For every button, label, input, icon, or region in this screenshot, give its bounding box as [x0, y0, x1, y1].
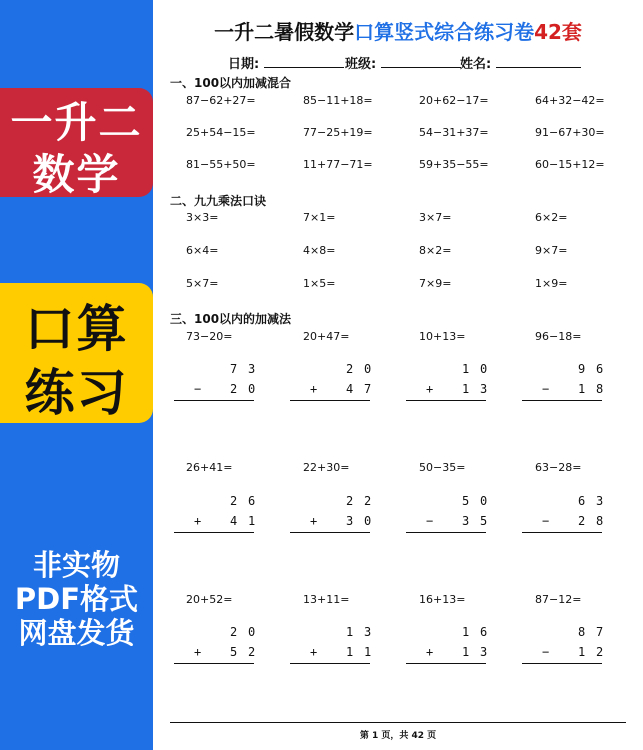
promo-practice-badge: [0, 283, 153, 423]
problem-1-1-2: 85−11+18=: [303, 94, 373, 107]
digit: 2: [230, 625, 240, 639]
problem-2-3-2: 1×5=: [303, 277, 336, 290]
vertical-problem-expr: 73−20=: [186, 330, 233, 343]
digit: 6: [596, 362, 606, 376]
vertical-calc: [406, 494, 490, 528]
title-part-3: 42套: [534, 20, 582, 44]
digit: 2: [346, 362, 356, 376]
promo-grade-badge: [0, 88, 153, 197]
digit: 1: [462, 382, 472, 396]
digit: 3: [364, 625, 374, 639]
digit: 1: [578, 382, 588, 396]
digit: 8: [578, 625, 588, 639]
vertical-calc: [290, 625, 374, 659]
digit: 4: [346, 382, 356, 396]
answer-line: [522, 663, 602, 664]
problem-1-2-2: 77−25+19=: [303, 126, 373, 139]
problem-1-2-1: 25+54−15=: [186, 126, 256, 139]
digit: 5: [230, 645, 240, 659]
operator: −: [426, 514, 436, 528]
answer-line: [522, 400, 602, 401]
digit: 3: [346, 514, 356, 528]
digit: 3: [480, 382, 490, 396]
vertical-problem-expr: 16+13=: [419, 593, 466, 606]
digit: 0: [248, 625, 258, 639]
digit: 3: [462, 514, 472, 528]
promo-practice-line-1: 口算: [24, 300, 129, 358]
operator: −: [542, 645, 552, 659]
digit: 2: [230, 494, 240, 508]
answer-line: [174, 663, 254, 664]
operator: +: [426, 382, 436, 396]
digit: 2: [248, 645, 258, 659]
digit: 1: [578, 645, 588, 659]
vertical-calc: [522, 362, 606, 396]
name-blank: [496, 56, 581, 68]
problem-1-3-1: 81−55+50=: [186, 158, 256, 171]
class-blank: [381, 56, 461, 68]
problem-1-3-4: 60−15+12=: [535, 158, 605, 171]
problem-2-2-3: 8×2=: [419, 244, 452, 257]
digit: 5: [462, 494, 472, 508]
problem-2-3-4: 1×9=: [535, 277, 568, 290]
name-field: [460, 53, 581, 72]
vertical-calc: [174, 362, 258, 396]
problem-1-3-3: 59+35−55=: [419, 158, 489, 171]
digit: 2: [596, 645, 606, 659]
vertical-calc: [406, 362, 490, 396]
promo-note-line-2: PDF格式: [14, 582, 139, 616]
digit: 9: [578, 362, 588, 376]
problem-2-1-4: 6×2=: [535, 211, 568, 224]
footer-divider: [170, 722, 626, 723]
digit: 4: [230, 514, 240, 528]
digit: 2: [230, 382, 240, 396]
digit: 6: [480, 625, 490, 639]
section-2-title: 二、九九乘法口诀: [170, 194, 267, 208]
problem-1-1-1: 87−62+27=: [186, 94, 256, 107]
promo-note-line-1: 非实物: [32, 548, 120, 582]
digit: 8: [596, 514, 606, 528]
vertical-calc: [522, 625, 606, 659]
operator: −: [542, 382, 552, 396]
promo-grade-line-1: 一升二: [10, 98, 143, 147]
digit: 3: [480, 645, 490, 659]
vertical-problem-expr: 10+13=: [419, 330, 466, 343]
digit: 3: [248, 362, 258, 376]
answer-line: [406, 532, 486, 533]
operator: +: [426, 645, 436, 659]
problem-2-2-1: 6×4=: [186, 244, 219, 257]
answer-line: [290, 400, 370, 401]
digit: 2: [578, 514, 588, 528]
digit: 6: [578, 494, 588, 508]
problem-2-2-2: 4×8=: [303, 244, 336, 257]
problem-2-1-1: 3×3=: [186, 211, 219, 224]
operator: +: [310, 382, 320, 396]
vertical-calc: [174, 494, 258, 528]
operator: +: [194, 645, 204, 659]
problem-2-1-2: 7×1=: [303, 211, 336, 224]
operator: +: [310, 514, 320, 528]
vertical-problem-expr: 50−35=: [419, 461, 466, 474]
date-field: [228, 53, 344, 72]
title-part-2: 口算竖式综合练习卷: [354, 20, 535, 44]
digit: 2: [346, 494, 356, 508]
name-label: 姓名:: [460, 57, 492, 72]
digit: 6: [248, 494, 258, 508]
promo-grade-line-2: 数学: [32, 150, 121, 199]
promo-practice-line-2: 练习: [24, 364, 129, 422]
operator: −: [194, 382, 204, 396]
digit: 7: [230, 362, 240, 376]
digit: 1: [346, 645, 356, 659]
digit: 7: [364, 382, 374, 396]
vertical-calc: [290, 362, 374, 396]
operator: +: [310, 645, 320, 659]
digit: 0: [480, 494, 490, 508]
digit: 5: [480, 514, 490, 528]
vertical-problem-expr: 13+11=: [303, 593, 350, 606]
problem-1-2-4: 91−67+30=: [535, 126, 605, 139]
digit: 0: [364, 362, 374, 376]
vertical-calc: [522, 494, 606, 528]
promo-note-line-3: 网盘发货: [18, 616, 135, 650]
digit: 0: [364, 514, 374, 528]
answer-line: [174, 400, 254, 401]
digit: 1: [462, 625, 472, 639]
worksheet-title: [153, 16, 643, 45]
vertical-calc: [174, 625, 258, 659]
class-label: 班级:: [345, 57, 377, 72]
answer-line: [174, 532, 254, 533]
promo-banner: [0, 0, 153, 750]
problem-2-3-3: 7×9=: [419, 277, 452, 290]
digit: 1: [248, 514, 258, 528]
answer-line: [406, 663, 486, 664]
problem-2-1-3: 3×7=: [419, 211, 452, 224]
answer-line: [406, 400, 486, 401]
problem-1-3-2: 11+77−71=: [303, 158, 373, 171]
digit: 1: [364, 645, 374, 659]
digit: 0: [248, 382, 258, 396]
digit: 2: [364, 494, 374, 508]
vertical-problem-expr: 63−28=: [535, 461, 582, 474]
section-1-title: 一、100以内加减混合: [170, 76, 292, 90]
problem-1-1-3: 20+62−17=: [419, 94, 489, 107]
date-label: 日期:: [228, 57, 260, 72]
vertical-problem-expr: 96−18=: [535, 330, 582, 343]
digit: 3: [596, 494, 606, 508]
digit: 1: [346, 625, 356, 639]
page-number: 第 1 页，共 42 页: [359, 731, 437, 741]
vertical-problem-expr: 20+52=: [186, 593, 233, 606]
operator: −: [542, 514, 552, 528]
date-blank: [264, 56, 344, 68]
answer-line: [290, 663, 370, 664]
problem-2-2-4: 9×7=: [535, 244, 568, 257]
digit: 1: [462, 362, 472, 376]
problem-1-1-4: 64+32−42=: [535, 94, 605, 107]
problem-1-2-3: 54−31+37=: [419, 126, 489, 139]
answer-line: [290, 532, 370, 533]
digit: 1: [462, 645, 472, 659]
vertical-problem-expr: 22+30=: [303, 461, 350, 474]
title-part-1: 一升二暑假数学: [214, 20, 355, 44]
vertical-problem-expr: 87−12=: [535, 593, 582, 606]
section-3-title: 三、100以内的加减法: [170, 312, 292, 326]
vertical-problem-expr: 20+47=: [303, 330, 350, 343]
digit: 8: [596, 382, 606, 396]
class-field: [345, 53, 461, 72]
vertical-calc: [290, 494, 374, 528]
operator: +: [194, 514, 204, 528]
problem-2-3-1: 5×7=: [186, 277, 219, 290]
answer-line: [522, 532, 602, 533]
vertical-calc: [406, 625, 490, 659]
vertical-problem-expr: 26+41=: [186, 461, 233, 474]
digit: 7: [596, 625, 606, 639]
digit: 0: [480, 362, 490, 376]
